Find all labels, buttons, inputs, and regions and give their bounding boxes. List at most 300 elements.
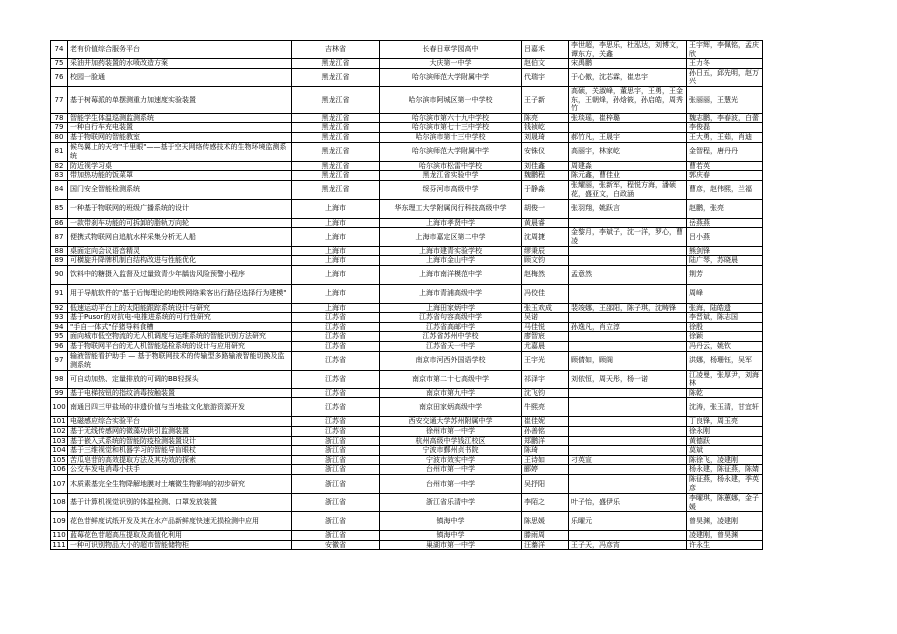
province-cell: 上海市: [292, 284, 380, 303]
province-cell: 江苏省: [292, 351, 380, 370]
team-leader-cell: 冯佼佳: [522, 284, 569, 303]
team-leader-cell: 魏鹏程: [522, 171, 569, 181]
project-title-cell: 防近视学习桌: [68, 161, 292, 171]
team-leader-cell: 黄晨睿: [522, 218, 569, 228]
project-title-cell: 基于三维视觉和机器学习的智能导盲眼杖: [68, 446, 292, 456]
team-members-cell: [569, 446, 687, 456]
advisors-cell: 曹若英: [687, 161, 763, 171]
project-title-cell: 桌面定向会议语音精灵: [68, 246, 292, 256]
team-members-cell: 张耀丽，张新军，程悦方海，潘硕花，盛亚文，白政涵: [569, 180, 687, 199]
school-name-cell: 上海市青浦高级中学: [380, 284, 522, 303]
school-name-cell: 西安交通大学苏州附属中学: [380, 417, 522, 427]
team-members-cell: [569, 342, 687, 352]
province-cell: 浙江省: [292, 512, 380, 531]
project-title-cell: 国门安全智能检测系统: [68, 180, 292, 199]
team-leader-cell: 沈周捷: [522, 228, 569, 246]
province-cell: 黑龙江省: [292, 59, 380, 69]
province-cell: 黑龙江省: [292, 86, 380, 113]
project-title-cell: 花色苷鲜度试纸开发及其在水产品新鲜度快速无损检测中应用: [68, 512, 292, 531]
team-members-cell: [569, 436, 687, 446]
team-members-cell: 宋禹鹏: [569, 59, 687, 69]
advisors-cell: 凌建刚，曾昊渊: [687, 531, 763, 541]
project-title-cell: 校园一脸通: [68, 68, 292, 86]
school-name-cell: 华东理工大学附属闵行科技高级中学: [380, 199, 522, 218]
team-leader-cell: 胡俊一: [522, 199, 569, 218]
team-leader-cell: 钱祯屹: [522, 123, 569, 133]
project-title-cell: 老有价值综合服务平台: [68, 41, 292, 59]
province-cell: 江苏省: [292, 370, 380, 388]
team-leader-cell: 陈亮: [522, 113, 569, 123]
province-cell: 江苏省: [292, 427, 380, 437]
province-cell: 江苏省: [292, 388, 380, 398]
team-leader-cell: 郑鹏洋: [522, 436, 569, 446]
team-members-cell: [569, 427, 687, 437]
advisors-cell: 陈徐飞，凌建刚: [687, 455, 763, 465]
table-row: [51, 531, 763, 541]
table-row: [51, 436, 763, 446]
province-cell: 黑龙江省: [292, 180, 380, 199]
advisors-cell: 孙日五，邱先明，赵万兴: [687, 68, 763, 86]
project-title-cell: 带加热功能的饭菜罩: [68, 171, 292, 181]
project-title-cell: 智能学生体温巡测监测系统: [68, 113, 292, 123]
province-cell: 黑龙江省: [292, 171, 380, 181]
team-members-cell: [569, 398, 687, 417]
school-name-cell: 上海市建青实验学校: [380, 246, 522, 256]
team-members-cell: 顾倩如，顾阁: [569, 351, 687, 370]
advisors-cell: 李曜琪，陈蕙娜，金子媛: [687, 494, 763, 512]
school-name-cell: 绥芬河市高级中学: [380, 180, 522, 199]
table-row: [51, 59, 763, 69]
province-cell: 浙江省: [292, 465, 380, 475]
team-members-cell: 张琰瑶，崔梓璐: [569, 113, 687, 123]
table-row: [51, 284, 763, 303]
table-row: [51, 494, 763, 512]
row-number-cell: 93: [51, 313, 68, 323]
table-row: [51, 303, 763, 313]
team-members-cell: 孙逸凡，肖立淳: [569, 322, 687, 332]
project-title-cell: 候鸟翼上的天穹"千里眼"——基于空天网络传感技术的生物环境监测系统: [68, 142, 292, 161]
table-row: [51, 161, 763, 171]
school-name-cell: 哈尔滨师范大学附属中学: [380, 68, 522, 86]
row-number-cell: 95: [51, 332, 68, 342]
project-title-cell: 基于物联网平台的无人机智能巡检系统的设计与应用研究: [68, 342, 292, 352]
project-title-cell: 蓝莓花色苷超高压提取及高值化利用: [68, 531, 292, 541]
table-row: [51, 41, 763, 59]
project-title-cell: 基于电梯按钮的指纹消毒按触装置: [68, 388, 292, 398]
team-leader-cell: 李陌之: [522, 494, 569, 512]
province-cell: 黑龙江省: [292, 142, 380, 161]
project-title-cell: 便携式物联网自追航水样采集分析无人船: [68, 228, 292, 246]
row-number-cell: 85: [51, 199, 68, 218]
advisors-cell: 王大勇，王茹，肖迪: [687, 132, 763, 142]
project-title-cell: 可自动加热、定量排放的可调的BB轻探头: [68, 370, 292, 388]
row-number-cell: 86: [51, 218, 68, 228]
project-title-cell: 基于树莓派的单摆测重力加速度实验装置: [68, 86, 292, 113]
advisors-cell: 江凌曼，张厚尹，刘海林: [687, 370, 763, 388]
province-cell: 江苏省: [292, 322, 380, 332]
table-row: [51, 342, 763, 352]
team-leader-cell: 吴抒阳: [522, 475, 569, 494]
team-leader-cell: 刘晟琦: [522, 132, 569, 142]
team-members-cell: 刁英宣: [569, 455, 687, 465]
row-number-cell: 104: [52, 446, 66, 455]
row-number-cell: 82: [51, 161, 68, 171]
project-title-cell: 一款带刹车功能的可拆卸的脂轨万向轮: [68, 218, 292, 228]
project-title-cell: 苦瓜皂苷的高效提取方法及其功效的探索: [68, 455, 292, 465]
table-row: [51, 351, 763, 370]
project-title-cell: 南通吕四三甲盐场的非遗价值与当地盐文化旅游资源开发: [68, 398, 292, 417]
row-number-cell: 84: [51, 180, 68, 199]
project-title-cell: 电磁感应综合实验平台: [68, 417, 292, 427]
row-number-cell: 87: [51, 228, 68, 246]
project-title-cell: 基于无线传感网的微藻功供引监测装置: [68, 427, 292, 437]
province-cell: 江苏省: [292, 417, 380, 427]
team-leader-cell: 马佳悦: [522, 322, 569, 332]
row-number-cell: 83: [51, 171, 68, 181]
team-leader-cell: 滕雨周: [522, 531, 569, 541]
school-name-cell: 浙江省乐清中学: [380, 494, 522, 512]
team-members-cell: [569, 123, 687, 133]
table-row: [51, 86, 763, 113]
advisors-cell: 张丽丽，王慧光: [687, 86, 763, 113]
team-members-cell: 金黎月，李斌子，沈一洋，罗心，曹凌: [569, 228, 687, 246]
team-members-cell: [569, 388, 687, 398]
school-name-cell: 上海市金山中学: [380, 256, 522, 266]
team-leader-cell: 吕嘉禾: [522, 41, 569, 59]
row-number-cell: 74: [51, 41, 68, 59]
school-name-cell: 南京市第九中学: [380, 388, 522, 398]
team-leader-cell: 顾文钧: [522, 256, 569, 266]
school-name-cell: 台州市第一中学: [380, 465, 522, 475]
table-row: [51, 313, 763, 323]
project-title-cell: 基于Pusor的对抗电-电推进系统的可行性研究: [68, 313, 292, 323]
advisors-cell: 周峰: [687, 284, 763, 303]
project-title-cell: 输液智能看护助手 — 基于物联网技术的传输型多路输液智能切换及监测系统: [68, 351, 292, 370]
row-number-cell: 77: [51, 86, 68, 113]
team-leader-cell: 缪秉辰: [522, 246, 569, 256]
team-members-cell: 李世超，李思乐，杜泓达，刘博文，谭东方，关鑫: [569, 41, 687, 59]
row-number-cell: 80: [51, 132, 68, 142]
table-row: [51, 370, 763, 388]
project-title-cell: 饮料中的糖摄入监督及过量致青少年龋齿风险预警小程序: [68, 265, 292, 284]
advisors-cell: 洪娜，杨珊钰，吴军: [687, 351, 763, 370]
project-title-cell: 采油井加药装置的水喷改造方案: [68, 59, 292, 69]
province-cell: 浙江省: [292, 494, 380, 512]
province-cell: 浙江省: [292, 455, 380, 465]
province-cell: 上海市: [292, 246, 380, 256]
province-cell: 江苏省: [292, 398, 380, 417]
team-members-cell: [569, 218, 687, 228]
row-number-cell: 102: [52, 427, 66, 436]
school-name-cell: 杭州高级中学钱江校区: [380, 436, 522, 446]
team-leader-cell: 代瑞宇: [522, 68, 569, 86]
table-row: [51, 142, 763, 161]
table-row: [51, 465, 763, 475]
school-name-cell: 南京市河西外国语学校: [380, 351, 522, 370]
table-row: [51, 265, 763, 284]
team-members-cell: 郝竹凡，王晟宇: [569, 132, 687, 142]
row-number-cell: 101: [52, 417, 66, 426]
school-name-cell: 哈尔滨市松雷中学校: [380, 161, 522, 171]
row-number-cell: 89: [51, 256, 68, 266]
table-row: [51, 322, 763, 332]
table-row: [51, 68, 763, 86]
table-row: [51, 180, 763, 199]
table-row: [51, 199, 763, 218]
school-name-cell: 江苏省高邮中学: [380, 322, 522, 332]
team-members-cell: [569, 332, 687, 342]
row-number-cell: 94: [51, 322, 68, 332]
table-row: [51, 455, 763, 465]
province-cell: 浙江省: [292, 475, 380, 494]
team-leader-cell: 牛熙亮: [522, 398, 569, 417]
project-title-cell: 基于计算机视觉识别的体温检测、口罩发放装置: [68, 494, 292, 512]
team-leader-cell: 刘佳鑫: [522, 161, 569, 171]
row-number-cell: 81: [51, 142, 68, 161]
advisors-cell: 丁良锋，周玉亮: [687, 417, 763, 427]
team-leader-cell: 陈琦: [522, 446, 569, 456]
province-cell: 江苏省: [292, 342, 380, 352]
team-leader-cell: 崔佳妮: [522, 417, 569, 427]
advisors-cell: 王力冬: [687, 59, 763, 69]
project-title-cell: "手自一体式"仔猪导料食槽: [68, 322, 292, 332]
school-name-cell: 江苏省苏州中学校: [380, 332, 522, 342]
team-leader-cell: 赵伯文: [522, 59, 569, 69]
school-name-cell: 哈尔滨市第七十三中学校: [380, 123, 522, 133]
table-row: [51, 123, 763, 133]
province-cell: 黑龙江省: [292, 68, 380, 86]
province-cell: 安徽省: [292, 540, 380, 550]
row-number-cell: 78: [51, 113, 68, 123]
project-title-cell: 木质素基完全生物降解地膜对土壤微生物影响的初步研究: [68, 475, 292, 494]
results-table: [50, 40, 763, 550]
team-members-cell: 于心傲，沈芯霖，崔忠宇: [569, 68, 687, 86]
project-title-cell: 面向城市低空物流的无人机调度与运维系统的智能识别方法研究: [68, 332, 292, 342]
province-cell: 浙江省: [292, 446, 380, 456]
team-leader-cell: 王宇光: [522, 351, 569, 370]
school-name-cell: 江苏省句容高级中学: [380, 313, 522, 323]
project-title-cell: 基于物联网的智能教室: [68, 132, 292, 142]
team-members-cell: [569, 313, 687, 323]
advisors-cell: 曾昊渊，凌建刚: [687, 512, 763, 531]
province-cell: 上海市: [292, 218, 380, 228]
table-row: [51, 132, 763, 142]
advisors-cell: 吕小燕: [687, 228, 763, 246]
team-members-cell: 周建淼: [569, 161, 687, 171]
row-number-cell: 109: [51, 512, 68, 531]
advisors-cell: 魏志鹏，李春波，白蕾: [687, 113, 763, 123]
school-name-cell: 哈尔滨市第十三中学校: [380, 132, 522, 142]
school-name-cell: 宁波市效实中学: [380, 455, 522, 465]
advisors-cell: 熊剑锋: [687, 246, 763, 256]
table-row: [51, 398, 763, 417]
table-row: [51, 446, 763, 456]
advisors-cell: 沈涛，张玉清，甘宜轩: [687, 398, 763, 417]
table-row: [51, 256, 763, 266]
school-name-cell: 镇海中学: [380, 531, 522, 541]
school-name-cell: 徐州市第一中学: [380, 427, 522, 437]
row-number-cell: 76: [51, 68, 68, 86]
project-title-cell: 一种基于物联网的班级广播系统的设计: [68, 199, 292, 218]
team-leader-cell: 郦婷: [522, 465, 569, 475]
table-row: [51, 475, 763, 494]
team-leader-cell: 廖智宸: [522, 332, 569, 342]
project-title-cell: 公交车发电消毒小扶手: [68, 465, 292, 475]
row-number-cell: 106: [52, 465, 66, 474]
team-leader-cell: 尤嘉晨: [522, 342, 569, 352]
advisors-cell: 陆广琴，苏晓晨: [687, 256, 763, 266]
school-name-cell: 上海市南洋模范中学: [380, 265, 522, 284]
team-members-cell: 陈元鑫，曹佳业: [569, 171, 687, 181]
row-number-cell: 107: [51, 475, 68, 494]
school-name-cell: 上海市嘉定区第二中学: [380, 228, 522, 246]
team-members-cell: [569, 465, 687, 475]
team-leader-cell: 陈思媛: [522, 512, 569, 531]
province-cell: 浙江省: [292, 436, 380, 446]
school-name-cell: 上海田家炳中学: [380, 303, 522, 313]
advisors-cell: 莫斌: [687, 446, 763, 456]
table-body: [51, 41, 763, 550]
row-number-cell: 99: [51, 388, 68, 398]
team-leader-cell: 祁泽宇: [522, 370, 569, 388]
advisors-cell: 徐颖: [687, 332, 763, 342]
province-cell: 上海市: [292, 265, 380, 284]
team-leader-cell: 张玉欢成: [522, 303, 569, 313]
advisors-cell: 徐永刚: [687, 427, 763, 437]
advisors-cell: 陈征燕，杨永建，季英彦: [687, 475, 763, 494]
team-leader-cell: 王子新: [522, 86, 569, 113]
project-title-cell: 低速运动平台上的太阳能跟踪系统设计与研究: [68, 303, 292, 313]
team-members-cell: 孟意然: [569, 265, 687, 284]
table-row: [51, 388, 763, 398]
table-row: [51, 246, 763, 256]
province-cell: 吉林省: [292, 41, 380, 59]
advisors-cell: 荆芳: [687, 265, 763, 284]
team-members-cell: [569, 284, 687, 303]
province-cell: 江苏省: [292, 332, 380, 342]
advisors-cell: 金智程，唐丹丹: [687, 142, 763, 161]
table-row: [51, 218, 763, 228]
project-title-cell: 基于嵌入式系统的智能防疫检测装置设计: [68, 436, 292, 446]
team-members-cell: [569, 475, 687, 494]
advisors-cell: 张海，陆皓遗: [687, 303, 763, 313]
advisors-cell: 赵鹏，张亮: [687, 199, 763, 218]
school-name-cell: 长春日章学园高中: [380, 41, 522, 59]
province-cell: 江苏省: [292, 313, 380, 323]
province-cell: 黑龙江省: [292, 161, 380, 171]
team-leader-cell: 安铢仪: [522, 142, 569, 161]
row-number-cell: 98: [51, 370, 68, 388]
table-row: [51, 427, 763, 437]
table-row: [51, 512, 763, 531]
advisors-cell: 李晋斌，陈志国: [687, 313, 763, 323]
advisors-cell: 曹彦，赵伟熙，兰福: [687, 180, 763, 199]
advisors-cell: 陈乾: [687, 388, 763, 398]
advisors-cell: 郭庆春: [687, 171, 763, 181]
row-number-cell: 111: [52, 540, 66, 549]
team-leader-cell: 吴诺: [522, 313, 569, 323]
row-number-cell: 79: [51, 123, 68, 133]
team-members-cell: [569, 246, 687, 256]
advisors-cell: 王宇辉，李佩铭，孟庆欣: [687, 41, 763, 59]
province-cell: 黑龙江省: [292, 132, 380, 142]
team-leader-cell: 于静淼: [522, 180, 569, 199]
team-members-cell: 高硕，关淑峰，董思宇，王勇，王金东，王朝烽，孙焓筱，孙启皓，周秀竹: [569, 86, 687, 113]
project-title-cell: 可横旋升降牌机制白结构改进与性能优化: [68, 256, 292, 266]
school-name-cell: 哈尔滨市第六十九中学校: [380, 113, 522, 123]
row-number-cell: 103: [52, 436, 66, 445]
row-number-cell: 75: [51, 59, 68, 69]
row-number-cell: 110: [52, 531, 66, 540]
table-row: [51, 332, 763, 342]
advisors-cell: 黄德跃: [687, 436, 763, 446]
row-number-cell: 90: [51, 265, 68, 284]
project-title-cell: 用于导航软件的"基于后悔理论的地铁网络乘客出行路径选择行为建模": [68, 284, 292, 303]
team-members-cell: [569, 256, 687, 266]
school-name-cell: 南京市第二十七高级中学: [380, 370, 522, 388]
school-name-cell: 哈尔滨市阿城区第一中学校: [380, 86, 522, 113]
school-name-cell: 黑龙江省实验中学: [380, 171, 522, 181]
team-members-cell: 高丽宇，林家屹: [569, 142, 687, 161]
advisors-cell: 徐殷: [687, 322, 763, 332]
school-name-cell: 台州市第一中学: [380, 475, 522, 494]
school-name-cell: 江苏省天一中学: [380, 342, 522, 352]
team-leader-cell: 沈飞钧: [522, 388, 569, 398]
table-row: [51, 417, 763, 427]
team-leader-cell: 孙善铭: [522, 427, 569, 437]
project-title-cell: 一种自行车充电装置: [68, 123, 292, 133]
advisors-cell: 冯丹云，姚钦: [687, 342, 763, 352]
province-cell: 上海市: [292, 303, 380, 313]
row-number-cell: 97: [51, 351, 68, 370]
project-title-cell: 一种可识别物品大小的超市智能储物柜: [68, 540, 292, 550]
advisors-cell: 许永生: [687, 540, 763, 550]
province-cell: 黑龙江省: [292, 123, 380, 133]
school-name-cell: 哈尔滨师范大学附属中学: [380, 142, 522, 161]
school-name-cell: 大庆第一中学: [380, 59, 522, 69]
advisors-cell: 李俊磊: [687, 123, 763, 133]
school-name-cell: 上海市孝贤中学: [380, 218, 522, 228]
school-name-cell: 镇海中学: [380, 512, 522, 531]
team-leader-cell: 王诗如: [522, 455, 569, 465]
row-number-cell: 91: [51, 284, 68, 303]
province-cell: 浙江省: [292, 531, 380, 541]
row-number-cell: 105: [52, 455, 66, 464]
row-number-cell: 88: [51, 246, 68, 256]
province-cell: 上海市: [292, 256, 380, 266]
table-row: [51, 540, 763, 550]
school-name-cell: 巢湖市第一中学: [380, 540, 522, 550]
table-row: [51, 171, 763, 181]
row-number-cell: 92: [51, 303, 68, 313]
province-cell: 上海市: [292, 199, 380, 218]
school-name-cell: 宁波市鄞州贞书院: [380, 446, 522, 456]
advisors-cell: 岳燕燕: [687, 218, 763, 228]
team-members-cell: [569, 417, 687, 427]
row-number-cell: 108: [51, 494, 68, 512]
province-cell: 黑龙江省: [292, 113, 380, 123]
team-leader-cell: 汪蓁洋: [522, 540, 569, 550]
row-number-cell: 96: [51, 342, 68, 352]
row-number-cell: 100: [51, 398, 68, 417]
advisors-cell: 杨永建，陈征燕，陈婧: [687, 465, 763, 475]
province-cell: 上海市: [292, 228, 380, 246]
school-name-cell: 南京田家炳高级中学: [380, 398, 522, 417]
table-row: [51, 228, 763, 246]
team-leader-cell: 赵梅然: [522, 265, 569, 284]
team-members-cell: 刘依恒，周天彤，杨一诺: [569, 370, 687, 388]
team-members-cell: 张羽翔，姚跃言: [569, 199, 687, 218]
